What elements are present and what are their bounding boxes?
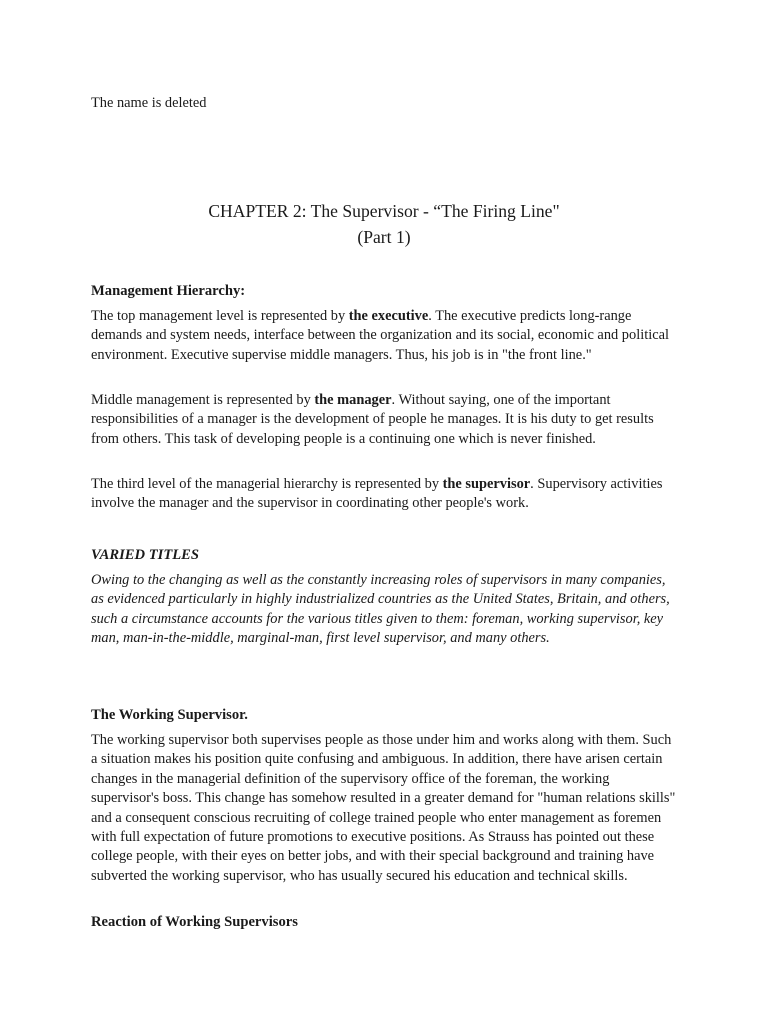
header-note: The name is deleted — [91, 95, 207, 111]
paragraph-working-supervisor: The working supervisor both supervises people as those under him and works along with them. Such a situation makes his position quite confusing and ambiguous. In addition, there have arisen certain changes in the managerial definition of the supervisory office of the foreman, the working supervisor's boss. This change has somehow resulted in a greater demand for "human relations skills" and a consequent conscious recruiting of college trained people who enter management as foremen with full expectation of future promotions to executive positions. As Strauss has pointed out these college people, with their eyes on better jobs, and with their special background and training have subverted the working supervisor, who has usually secured his education and technical skills. — [91, 732, 676, 884]
paragraph-varied-titles: Owing to the changing as well as the constantly increasing roles of supervisors in many companies, as evidenced particularly in highly industrialized countries as the United States, Britain, and others, such a circumstance accounts for the various titles given to them: foreman, working supervisor, key man, man-in-the-middle, marginal-man, first level supervisor, and many others. — [91, 572, 670, 647]
paragraph-supervisor — [91, 475, 681, 514]
chapter-part: (Part 1) — [357, 227, 411, 247]
term-supervisor: the supervisor — [442, 476, 531, 492]
paragraph-executive — [91, 307, 681, 365]
section-heading-reaction: Reaction of Working Supervisors — [91, 914, 298, 930]
paragraph-text: . The executive predicts long-range demands and system needs, interface between the organization and its social, economic and political environment. Executive supervise middle managers. Thus, his job is in "the front line." — [91, 308, 669, 363]
paragraph-manager — [91, 391, 681, 449]
paragraph-text: . Without saying, one of the important responsibilities of a manager is the development of people he manages. It is his duty to get results from others. This task of developing people is a continuing one which is never finished. — [91, 392, 654, 447]
paragraph-text: The top management level is represented by — [91, 308, 349, 324]
section-heading-varied-titles: VARIED TITLES — [91, 547, 199, 563]
term-executive: the executive — [348, 308, 429, 324]
paragraph-text: The third level of the managerial hierarchy is represented by — [91, 476, 443, 492]
paragraph-text: Middle management is represented by — [91, 392, 315, 408]
chapter-title: CHAPTER 2: The Supervisor - “The Firing Line" — [208, 201, 560, 221]
section-heading-management-hierarchy: Management Hierarchy: — [91, 283, 246, 299]
section-heading-working-supervisor: The Working Supervisor. — [91, 707, 248, 723]
term-manager: the manager — [314, 392, 392, 408]
paragraph-text: . Supervisory activities involve the manager and the supervisor in coordinating other people's work. — [91, 476, 663, 512]
